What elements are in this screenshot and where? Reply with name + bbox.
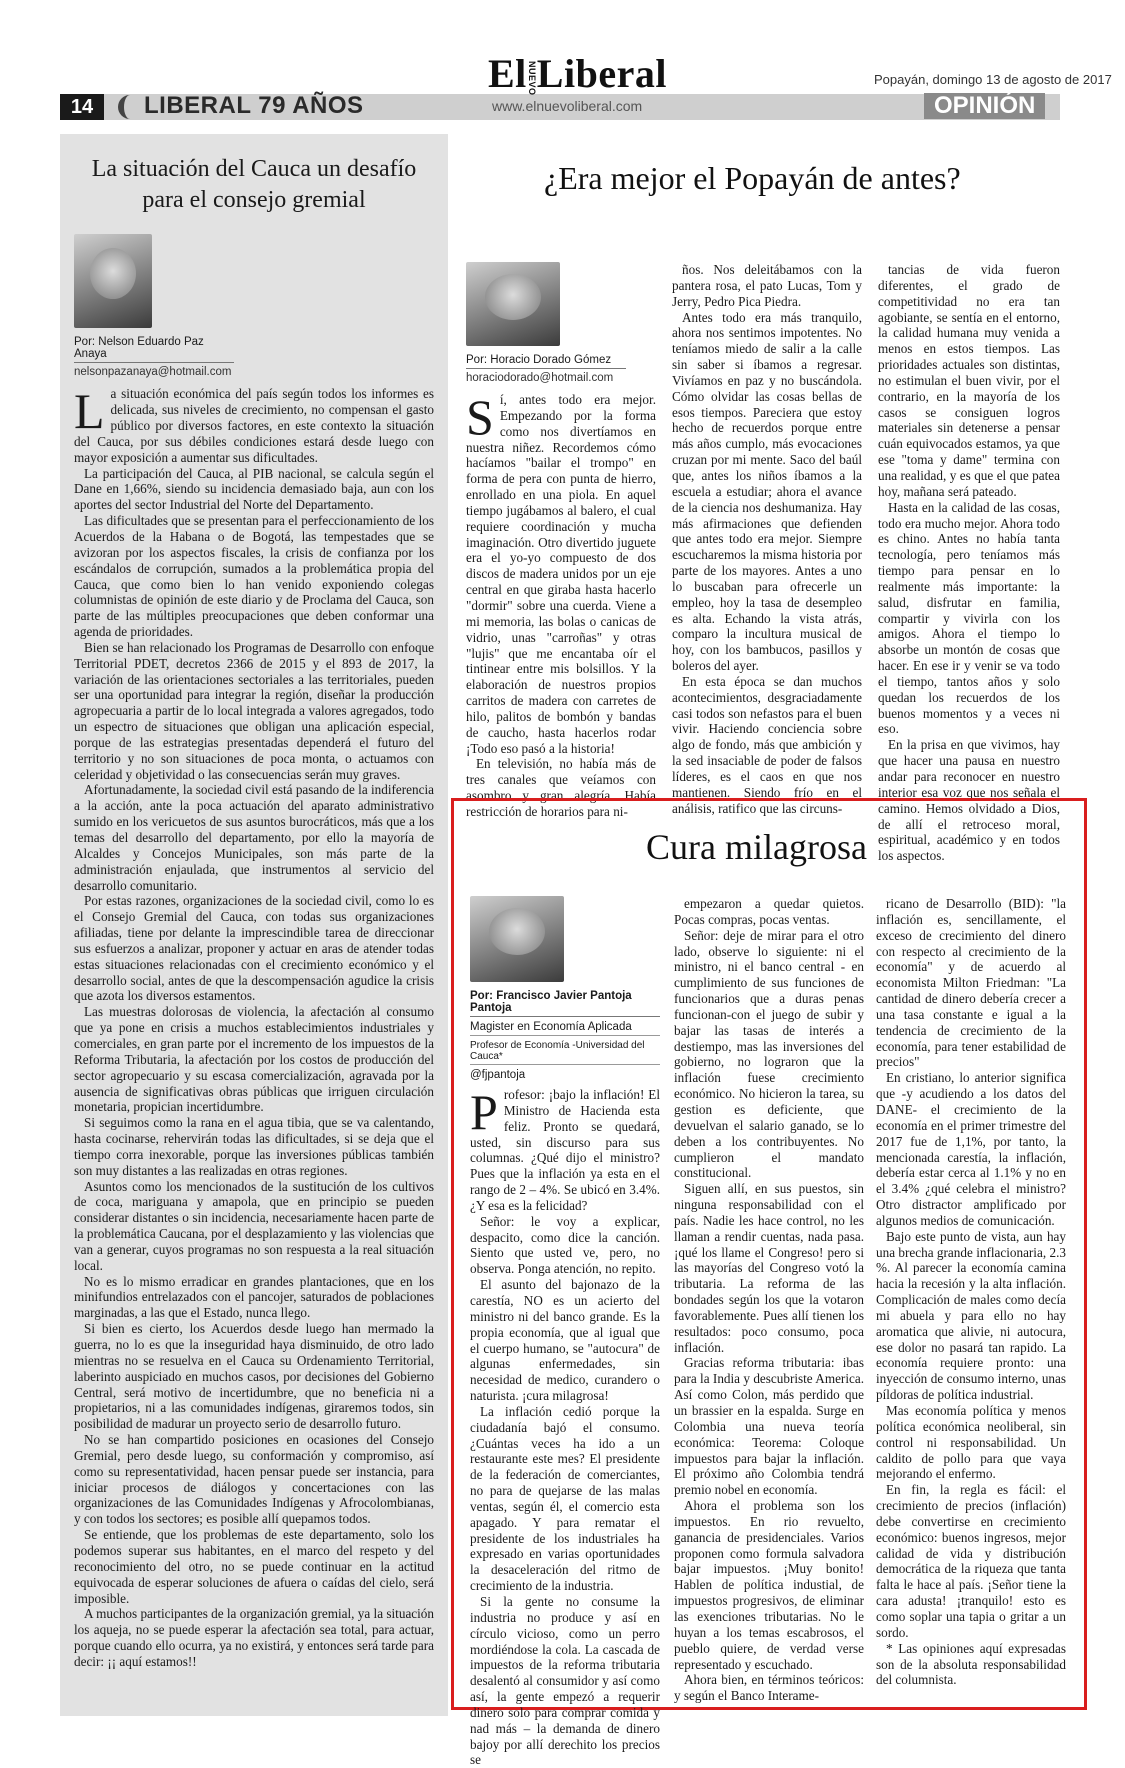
section-label-left — [118, 92, 364, 120]
paragraph-text: A muchos participantes de la organización gremial, ya la situación los aqueja, no se puede esperar la afectación sea total, para actuar, porque cuando ello ocurra, ya no existirá, y entonces será tarde para decir: ¡¡ aquí estamos!! — [74, 1606, 434, 1669]
paragraph — [470, 1277, 660, 1404]
paragraph-text: En cristiano, lo anterior significa que -y acudiendo a los datos del DANE- el crecimiento de la economía en el primer trimestre del 2017 fue de 1,1%, por tanto, la mencionada carestía, la inflación, debería estar cerca al 1.1% y no en el 3.4% ¿qué celebra el ministro? Otro distractor amplificado por algunos medios de comunicación. — [876, 1070, 1066, 1228]
paragraph — [74, 513, 434, 640]
paragraph — [674, 1181, 864, 1355]
drop-cap: P — [470, 1084, 498, 1140]
paragraph — [470, 1084, 660, 1214]
paragraph — [74, 1274, 434, 1322]
article-column-1 — [470, 896, 660, 1768]
paragraph — [74, 1004, 434, 1115]
paragraph-text: No es lo mismo erradicar en grandes plantaciones, que en los minifundios entrelazados con el pancojer, saturados de poblaciones marginadas, a las que el Estado, nunca llego. — [74, 1273, 434, 1321]
paragraph — [74, 1527, 434, 1606]
paragraph — [674, 1498, 864, 1672]
paragraph — [876, 896, 1066, 1070]
paragraph — [74, 782, 434, 893]
paragraph-text: Las dificultades que se presentan para el perfeccionamiento de los Acuerdos de la Habana o de Bogotá, las tempestades que se avizoran por los aspectos fiscales, la crisis de confianza por los escándalos de corrupción, sumados a la problemática propia del Cauca, que como bien lo han venido exponiendo colegas columnistas de opinión de este diario y de Proclama del Cauca, son parte de las múltiples preocupaciones que deben conformar una agenda de prioridades. — [74, 513, 434, 640]
article-column-2 — [674, 896, 864, 1704]
paragraph-text: tancias de vida fueron diferentes, el grado de competitividad no era tan agobiante, se sentía en el entorno, la calidad humana muy venida a menos en estos tiempos. Las prioridades actuales son distintas, no estimulan el buen vivir, por el contrario, en la mayoría de los casos se consiguen logros materiales sin detenerse a pensar cuán equivocados estamos, ya que ese "toma y dame" termina con una realidad, y es que el que patea hoy, mañana será pateado. — [878, 262, 1060, 499]
site-url[interactable]: www.elnuevoliberal.com — [492, 98, 643, 114]
logo-liberal: Liberal — [536, 51, 667, 96]
article-title: ¿Era mejor el Popayán de antes? — [544, 160, 961, 196]
paragraph-text: En fin, la regla es fácil: el crecimiento de precios (inflación) debe convertirse en crecimiento económico: buenos ingresos, mejor calidad de vida y distribución democrática de la riqueza que tanta falta le hace al país. ¡Señor tiene la cara adusta! ¡tranquilo! esto es como soplar una tapia o gritar a un sordo. — [876, 1482, 1066, 1640]
paragraph — [876, 1482, 1066, 1640]
article-column-3 — [876, 896, 1066, 1688]
paragraph-text: En la prisa en que vivimos, hay que hacer una pausa en nuestro andar para reconocer en nuestro interior esa voz que nos señala el camino. Hemos olvidado a Dios, de allí el retroceso moral, espiritual, académico y en todos los aspectos. — [878, 737, 1060, 864]
paragraph-text: Gracias reforma tributaria: ibas para la India y descubriste America. Así como Colon, más perdido que un brassier en la espalda. Surge en Colombia una nueva teoría económica: Teorema: Coloque impuestos para bajar la inflación. El próximo año Colombia tendrá premio nobel en economía. — [674, 1355, 864, 1498]
paragraph-text: Ahora el problema son los impuestos. En rio revuelto, ganancia de presidenciales. Varios proponen como formula salvadora bajar impuestos. ¡Muy bonito! Hablen de política industial, de impuestos progresivos, de eliminar las exenciones tributarias. No le huyan a los temas escabrosos, el pueblo quiere, de verdad verse representado y escuchado. — [674, 1498, 864, 1672]
author-photo — [466, 262, 560, 346]
dateline: Popayán, domingo 13 de agosto de 2017 — [874, 72, 1112, 87]
paragraph — [74, 383, 434, 465]
paragraph — [74, 1115, 434, 1178]
article-body — [74, 383, 434, 1669]
paragraph — [74, 1606, 434, 1669]
author-byline: Por: Nelson Eduardo Paz Anaya — [74, 336, 234, 363]
paragraph — [74, 466, 434, 514]
paragraph — [876, 1641, 1066, 1689]
paragraph-text: Señor: le voy a explicar, despacito, como dice la canción. Siento que usted ve, pero, no observa. Ponga atención, no repito. — [470, 1213, 660, 1277]
drop-cap: L — [74, 383, 105, 440]
paragraph — [672, 674, 862, 817]
author-byline: Por: Horacio Dorado Gómez — [466, 354, 626, 369]
page-number: 14 — [60, 94, 104, 120]
paragraph — [74, 893, 434, 1004]
paragraph-text: Bien se han relacionado los Programas de Desarrollo con enfoque Territorial PDET, decretos 2366 de 2015 y el 893 de 2017, la variación de las orientaciones sectoriales a las territoriales, pueden ser una oportunidad para integrar la región, diseñar la producción agropecuaria a partir de lo local integrada a valores agregados, todo un espectro de situaciones que obligan una aplicación especial, porque de las estrategias presentadas dependerá el futuro del territorio y no son situaciones de poca monta, o actuamos con celeridad y objetividad o las consecuencias serán muy graves. — [74, 639, 434, 782]
author-email: horaciodorado@hotmail.com — [466, 372, 614, 384]
paragraph — [74, 1321, 434, 1432]
author-photo — [74, 234, 152, 328]
paragraph — [466, 389, 656, 756]
paragraph — [470, 1404, 660, 1594]
paragraph — [674, 1355, 864, 1498]
paragraph — [674, 1672, 864, 1704]
author-byline: Por: Francisco Javier Pantoja Pantoja — [470, 990, 660, 1017]
paragraph-text: Mas economía política y menos política económica neoliberal, sin control ni responsabilidad. Un caldito de pollo para que vaya mejorando el enfermo. — [876, 1403, 1066, 1482]
paragraph-text: Bajo este punto de vista, aun hay una brecha grande inflacionaria, 2.3 %. Al parecer la economía camina hacia la recesión y la alta inflación. Complicación de males como decía mi abuela y para ello no hay aromatica que alivie, ni autocura, ese dolor no pasará tan rapido. La economía requiere pronto: una inyección de consumo interno, unas píldoras de política industrial. — [876, 1228, 1066, 1403]
paragraph-text: ricano de Desarrollo (BID): "la inflación es, sencillamente, el exceso de crecimiento del dinero con respecto al crecimiento de la economía" y de acuerdo al economista Milton Friedman: "La cantidad de dinero debería crecer a una tasa constante e igual a la tendencia de crecimiento de la economía, para tener estabilidad de precios" — [876, 896, 1066, 1070]
paragraph-text: empezaron a quedar quietos. Pocas compras, pocas ventas. — [674, 896, 864, 927]
paragraph — [878, 262, 1060, 500]
paragraph-text: Afortunadamente, la sociedad civil está pasando de la indiferencia a la acción, ante la poca actuación del aparato administrativo sumido en los vericuetos de sus asuntos burocráticos, más que a los temas del desarrollo del departamento, por ello la mayoría de Alcaldes y Concejos Municipales, son más parte de la administración enjaulada, que instrumentos al servicio del desarrollo comunitario. — [74, 782, 434, 893]
paragraph-text: Ahora bien, en términos teóricos: y según el Banco Interame- — [674, 1672, 864, 1704]
paragraph-text: Si seguimos como la rana en el agua tibia, que se va calentando, hasta cocinarse, rehervirán todas las dificultades, si se deja que el tiempo corra inexorable, porque las inversiones públicas también son muy distantes a las realizadas en otras regiones. — [74, 1115, 434, 1178]
paragraph-text: La participación del Cauca, al PIB nacional, se calcula según el Dane en 1,66%, siendo su incidencia demasiado baja, aun con los aportes del sector Industrial del Norte del Departamento. — [74, 465, 434, 513]
newspaper-logo — [488, 50, 667, 97]
paragraph-text: Si la gente no consume la industria no produce y así en círculo vicioso, como un perro mordiéndose la cola. La cascada de impuestos de la reforma tributaria desalentó al consumidor y así como así, la gente empezó a requerir dinero solo para comprar comida y nad más – la demanda de dinero bajoy por allí derechito los precios se — [470, 1594, 660, 1768]
paragraph-text: El asunto del bajonazo de la carestía, NO es un acierto del ministro ni del banco grande. Es la propia economía, que al igual que el cuerpo humano, se "autocura" de algunas enfermedades, sin necesidad de medico, curandero o naturista. ¡cura milagrosa! — [470, 1277, 660, 1404]
paragraph — [672, 262, 862, 310]
paragraph-text: En esta época se dan muchos acontecimientos, desgraciadamente casi todos son nefastos para el buen vivir. Haciendo conciencia sobre algo de fondo, más que ambición y la sed insaciable de poder de falsos líderes, es el caos en que nos mantienen. Siendo frío en el análisis, ratifico que las circuns- — [672, 673, 862, 816]
paragraph-text: Si bien es cierto, los Acuerdos desde luego han mermado la guerra, no lo es que la inseguridad haya disminuido, de otro lado mientras no se resuelva en el Cauca su Ordenamiento Territorial, laberinto auspiciado en muchos casos, por decisiones del Gobierno Central, será motivo de incertidumbre, que no beneficia ni a propietarios, ni a las comunidades indígenas, giraremos todos, sin posibilidad de madurar un proyecto serio de desarrollo futuro. — [74, 1321, 434, 1432]
paragraph-text: Se entiende, que los problemas de este departamento, solo los podemos superar sus habitantes, en el marco del respeto y del reconocimiento del otro, no se puede continuar en la actitud equivocada de esperar soluciones de afuera o caídas del cielo, será imposible. — [74, 1527, 434, 1606]
paragraph-text: Hasta en la calidad de las cosas, todo era mucho mejor. Ahora todo es chino. Antes no había tanta tecnología, pero teníamos más tiempo para pensar en lo realmente más importante: la salud, disfrutar en familia, compartir y vivirla con los amigos. Ahora el tiempo lo absorbe un montón de cosas que hacer. En ese ir y venir se va todo el tiempo, tantos años y solo quedan los recuerdos de los buenos momentos y a veces ni eso. — [878, 499, 1060, 737]
paragraph-text: Por estas razones, organizaciones de la sociedad civil, como lo es el Consejo Gremial del Cauca, con todas sus organizaciones afiliadas, tiene por delante la imprescindible tarea de direccionar sus esfuerzos a analizar, proponer y actuar en aras de atender todas estas situaciones relacionadas con el crecimiento económico y el desarrollo social, antes de que la descompensación agudice la crisis que azota los diversos estamentos. — [74, 893, 434, 1004]
paragraph-text: Las muestras dolorosas de violencia, la afectación al consumo que ya pone en crisis a muchos establecimientos industriales y comerciales, en gran parte por el incremento de los impuestos de la Reforma Tributaria, la afectación por los costos de producción del sector agropecuario y su escasa comercialización, agravada por la ausencia de significativas obras públicas que irriguen circulación monetaria, propician incertidumbre. — [74, 1004, 434, 1115]
article-column-3 — [878, 262, 1060, 864]
paragraph-text: rofesor: ¡bajo la inflación! El Ministro de Hacienda esta feliz. Pronto se quedará, usted, sin discurso para sus columnas. ¿Qué dijo el ministro? Pues que la inflación ya esta en el rango de 2 – 4%. Se ubicó en 3.4%. ¿Y esa es la felicidad? — [470, 1087, 660, 1213]
author-credential: Profesor de Economía -Universidad del Cauca* — [470, 1040, 660, 1065]
logo-el: El — [488, 51, 527, 96]
paragraph — [674, 928, 864, 1182]
article-title: La situación del Cauca un desafío para el consejo gremial — [91, 156, 417, 214]
paragraph-text: Señor: deje de mirar para el otro lado, observe lo siguiente: ni el ministro, ni el banco central - en cumplimiento de sus funciones de funcionarios que a duras penas funcionan-con el juego de subir y bajar las tasas de interés a destiempo, mas las inversiones del gobierno, no lograron que la inflación fuese crecimiento económico. No hicieron la tarea, su gestion es deficiente, que devuelvan el salario ganado, se lo deben a los contribuyentes. No cumplieron el mandato constitucional. — [674, 927, 864, 1181]
paragraph — [672, 310, 862, 674]
paragraph-text: No se han compartido posiciones en ocasiones del Consejo Gremial, pero desde luego, su conformación y compromiso, así como su representatividad, hacen pensar puede ser instancia, para iniciar procesos de diálogos y concertaciones con las organizaciones de las Comunidades Indígenas y Afrocolombianas, y con todos los sectores; es posible allí quepamos todos. — [74, 1432, 434, 1527]
paragraph-text: Asuntos como los mencionados de la sustitución de los cultivos de coca, mariguana y amapola, que en principio se pueden considerar distantes o sin incidencia, necesariamente hacen parte de la problemática Caucana, por el desplazamiento y las violencias que van a generar, cuyos programas no son respuesta a la real situación local. — [74, 1178, 434, 1273]
paragraph — [876, 1229, 1066, 1403]
author-credential: Magister en Economía Aplicada — [470, 1021, 660, 1036]
paragraph-text: * Las opiniones aquí expresadas son de la absoluta responsabilidad del columnista. — [876, 1640, 1066, 1688]
article-body — [466, 389, 656, 820]
paragraph — [674, 896, 864, 928]
paragraph — [470, 1214, 660, 1277]
author-handle: @fjpantoja — [470, 1069, 526, 1081]
paragraph-text: ños. Nos deleitábamos con la pantera rosa, el pato Lucas, Tom y Jerry, Pedro Pica Piedra. — [672, 262, 862, 309]
paragraph — [470, 1594, 660, 1768]
article-title: Cura milagrosa — [646, 827, 867, 867]
paragraph-text: Antes todo era más tranquilo, ahora nos sentimos impotentes. No teníamos miedo de salir a la calle sin saber si íbamos a regresar. Vivíamos en paz y no buscándola. Cómo olvidar las cosas bellas de esos tiempos. Pareciera que estoy hecho de recuerdos porque entre más años cumplo, más evocaciones cruzan por mi mente. Saco del baúl que, antes los niños íbamos a la escuela a estudiar; ahora el avance de la ciencia nos deshumaniza. Hay más afirmaciones que defienden que antes todo era mejor. Siempre escucharemos la misma historia por parte de los mayores. Antes a uno lo buscaban para ofrecerle un empleo, hoy la tasa de desempleo es alta. Echando la vista atrás, comparo la incultura musical de hoy, con los bambucos, pasillos y boleros del ayer. — [672, 309, 862, 674]
author-email: nelsonpazanaya@hotmail.com — [74, 366, 232, 379]
article-column-1 — [466, 262, 656, 820]
paragraph — [876, 1403, 1066, 1482]
paragraph — [878, 500, 1060, 738]
paragraph-text: í, antes todo era mejor. Empezando por la forma como nos divertíamos en nuestra niñez. Recordemos cómo hacíamos "bailar el trompo" en forma de pera con punta de hierro, enrollado en una piola. En aquel tiempo jugábamos al balero, el cual requiere coordinación y mucha imaginación. Otro divertido juguete era el yo-yo compuesto de dos discos de madera unidos por un eje central en que giraba hasta hacerlo "dormir" sobre una cuerda. Viene a mi memoria, las bolas o canicas de vidrio, unas "carroñas" y otras "lujis" que me encantaba oír el tintinear entre mis bolsillos. Y la elaboración de nuestros propios carritos de madera con carretes de hilo, palitos de bombón y bandas de caucho, hasta hacerlos rodar ¡Todo eso pasó a la historia! — [466, 392, 656, 756]
article-column-2 — [672, 262, 862, 817]
paragraph — [876, 1070, 1066, 1228]
paragraph-text: a situación económica del país según todos los informes es delicada, sus niveles de crecimiento, no compensan el gasto público por diversos factores, en este contexto la situación del Cauca, por sus débiles condiciones estará desde luego con mayor exposición a aumentar sus dificultades. — [74, 386, 434, 465]
section-left-text: LIBERAL 79 AÑOS — [144, 92, 364, 119]
paragraph-text: En televisión, no había más de tres canales que veíamos con asombro y gran alegría. Había restricción de horarios para ni- — [466, 756, 656, 819]
paragraph — [74, 1432, 434, 1527]
article-body — [470, 1084, 660, 1768]
section-label-right: OPINIÓN — [924, 93, 1045, 119]
paragraph — [74, 1179, 434, 1274]
paragraph-text: La inflación cedió porque la ciudadanía bajó el consumo. ¿Cuántas veces ha ido a un restaurante este mes? El presidente de la federación de comerciantes, no para de quejarse de las malas ventas, según él, el comercio esta apagado. Y para rematar el presidente de los industriales ha expresado en varias oportunidades la desaceleración del ritmo de crecimiento de la industria. — [470, 1403, 660, 1594]
logo-small: NUEVO — [526, 60, 537, 96]
swoosh-icon — [118, 95, 140, 119]
author-photo — [470, 896, 564, 982]
article-cauca — [60, 134, 448, 1716]
paragraph — [74, 640, 434, 783]
paragraph-text: Siguen allí, en sus puestos, sin ninguna responsabilidad con el país. Nadie les hace control, no les llaman a rendir cuentas, nada pasa. ¡qué los llame el Congreso! pero si las mayorías del Congreso votó la tributaria. La reforma de las bondades según los que la votaron favorablemente. Pues allí tienen los resultados: poco consumo, poca inflación. — [674, 1181, 864, 1355]
drop-cap: S — [466, 389, 494, 445]
